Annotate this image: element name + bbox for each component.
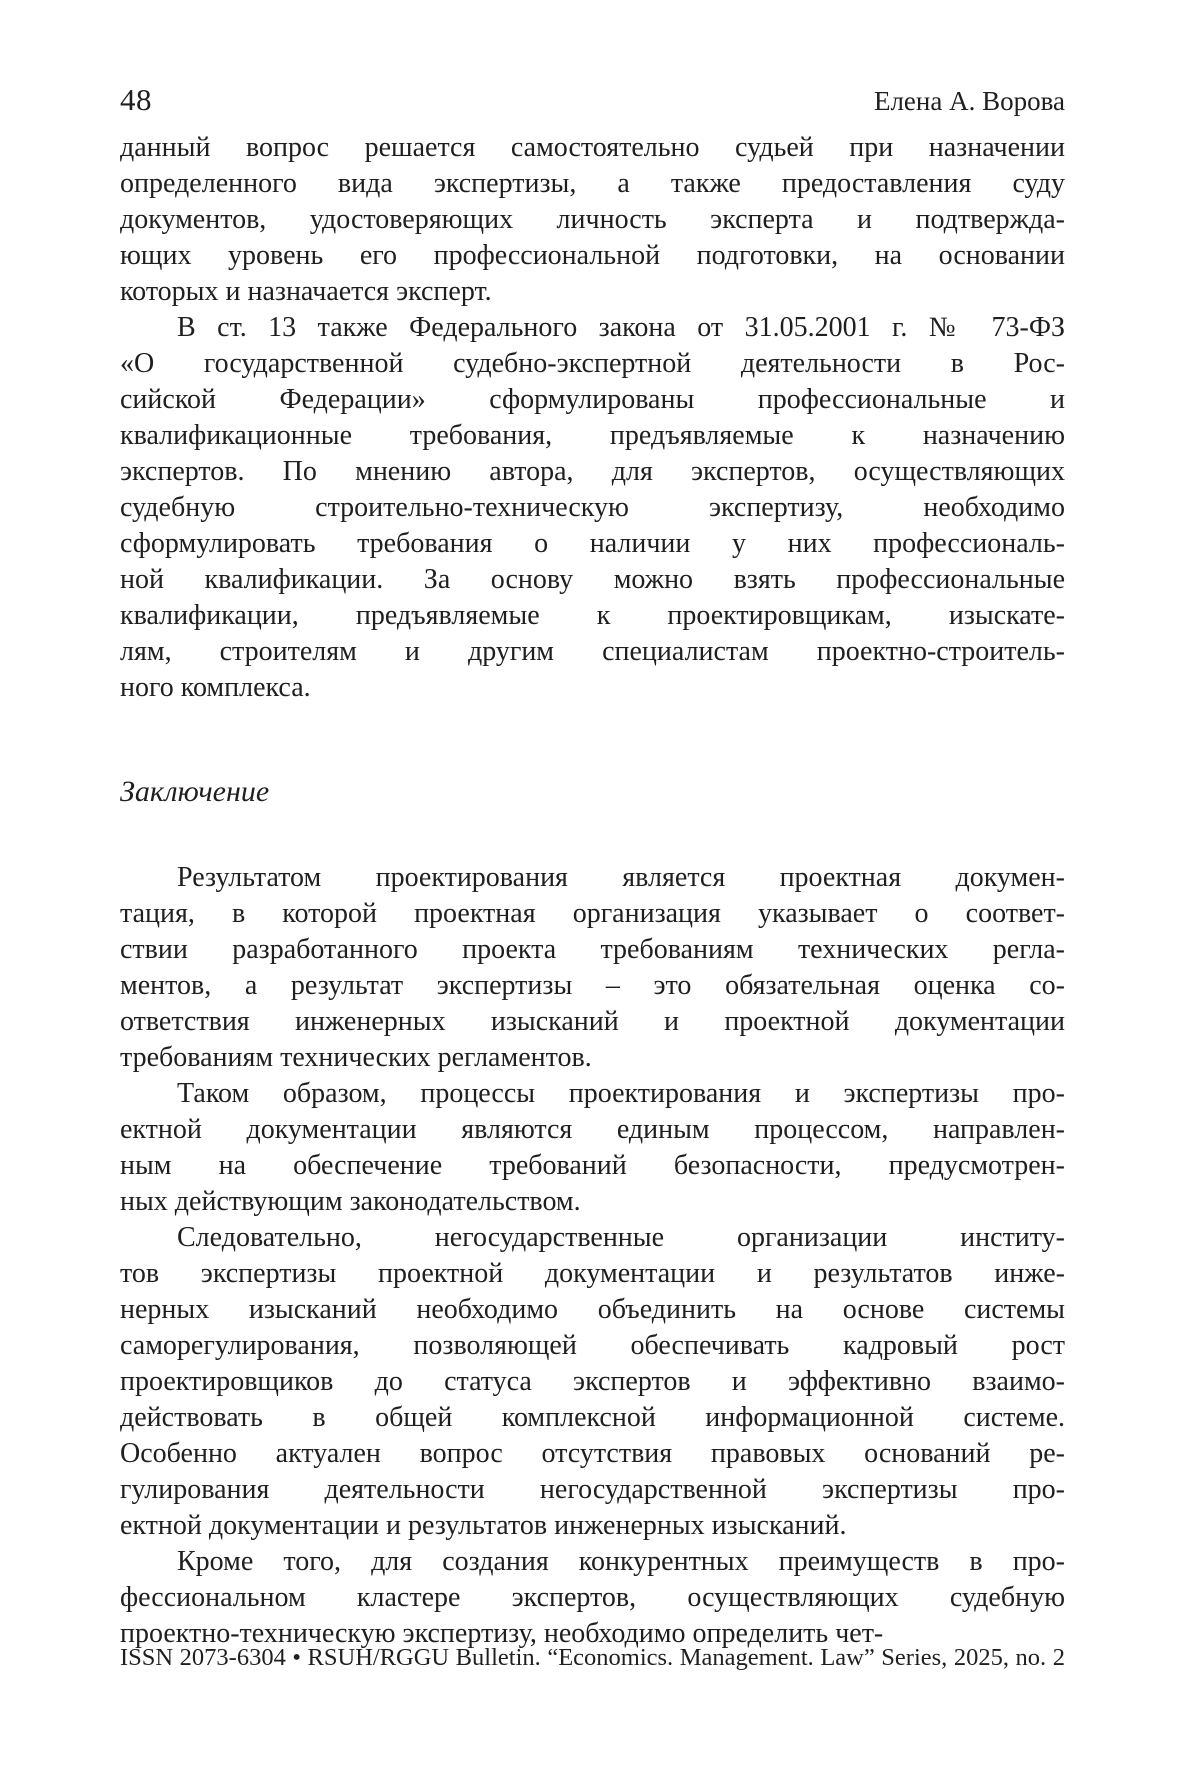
paragraph-line: Особенно актуален вопрос отсутствия правовых оснований ре-: [120, 1438, 1065, 1469]
paragraph-line: Кроме того, для создания конкурентных преимуществ в про-: [177, 1546, 1065, 1577]
paragraph: [120, 1544, 1065, 1652]
paragraph-line: ектной документации являются единым процессом, направлен-: [120, 1114, 1065, 1145]
paragraph-line: судебную строительно-техническую экспертизу, необходимо: [120, 492, 1065, 523]
paragraph-line: определенного вида экспертизы, а также предоставления суду: [120, 168, 1065, 199]
paragraph-line: сийской Федерации» сформулированы профессиональные и: [120, 384, 1065, 415]
paragraph-line: тов экспертизы проектной документации и результатов инже-: [120, 1258, 1065, 1289]
running-header: [120, 82, 1065, 118]
running-author: Елена А. Ворова: [873, 86, 1065, 116]
paragraph-line: ответствия инженерных изысканий и проектной документации: [120, 1006, 1065, 1037]
paragraph-line: квалификационные требования, предъявляемые к назначению: [120, 420, 1065, 451]
page-number: 48: [120, 82, 152, 117]
paragraph-line: Таком образом, процессы проектирования и экспертизы про-: [177, 1078, 1065, 1109]
paragraph-line: ющих уровень его профессиональной подготовки, на основании: [120, 240, 1065, 271]
footer-issn-line: ISSN 2073-6304 • RSUH/RGGU Bulletin. “Economics. Management. Law” Series, 2025, no. 2: [120, 1644, 1065, 1671]
paragraph-line: данный вопрос решается самостоятельно судьей при назначении: [120, 132, 1065, 163]
paragraph-line: квалификации, предъявляемые к проектировщикам, изыскате-: [120, 600, 1065, 631]
paragraph: [120, 1220, 1065, 1544]
paragraph-line: экспертов. По мнению автора, для экспертов, осуществляющих: [120, 456, 1065, 487]
paragraph-line: ментов, а результат экспертизы – это обязательная оценка со-: [120, 970, 1065, 1001]
paragraph-line: ных действующим законодательством.: [120, 1186, 581, 1217]
paragraph-line: требованиям технических регламентов.: [120, 1042, 592, 1073]
paragraph-line: сформулировать требования о наличии у них профессиональ-: [120, 528, 1065, 559]
paragraph-line: которых и назначается эксперт.: [120, 276, 492, 307]
paragraph-line: ного комплекса.: [120, 672, 311, 703]
paragraph-line: ной квалификации. За основу можно взять профессиональные: [120, 564, 1065, 595]
paragraph-line: Результатом проектирования является проектная докумен-: [177, 862, 1065, 893]
paragraph-line: Следовательно, негосударственные организации институ-: [177, 1222, 1065, 1253]
paragraph-line: «О государственной судебно-экспертной деятельности в Рос-: [120, 348, 1065, 379]
paragraph-line: В ст. 13 также Федерального закона от 31.05.2001 г. № 73-ФЗ: [177, 312, 1065, 343]
paragraph-line: ектной документации и результатов инженерных изысканий.: [120, 1510, 847, 1541]
paragraph: [120, 1076, 1065, 1220]
paragraph-line: проектно-техническую экспертизу, необходимо определить чет-: [120, 1618, 884, 1649]
paragraph: [120, 860, 1065, 1076]
section-heading: Заключение: [120, 775, 270, 808]
article-body: [120, 130, 1065, 1652]
paragraph-line: саморегулирования, позволяющей обеспечивать кадровый рост: [120, 1330, 1065, 1361]
paragraph-line: действовать в общей комплексной информационной системе.: [120, 1402, 1065, 1433]
paragraph: [120, 130, 1065, 310]
paragraph-line: тация, в которой проектная организация указывает о соответ-: [120, 898, 1065, 929]
paragraph: [120, 310, 1065, 706]
paragraph-line: фессиональном кластере экспертов, осуществляющих судебную: [120, 1582, 1065, 1613]
paragraph-line: проектировщиков до статуса экспертов и эффективно взаимо-: [120, 1366, 1065, 1397]
paragraph-line: нерных изысканий необходимо объединить на основе системы: [120, 1294, 1065, 1325]
paragraph-line: лям, строителям и другим специалистам проектно-строитель-: [120, 636, 1065, 667]
paragraph-line: ным на обеспечение требований безопасности, предусмотрен-: [120, 1150, 1065, 1181]
paragraph-line: документов, удостоверяющих личность эксперта и подтвержда-: [120, 204, 1065, 235]
paragraph-line: ствии разработанного проекта требованиям технических регла-: [120, 934, 1065, 965]
paragraph-line: гулирования деятельности негосударственной экспертизы про-: [120, 1474, 1065, 1505]
